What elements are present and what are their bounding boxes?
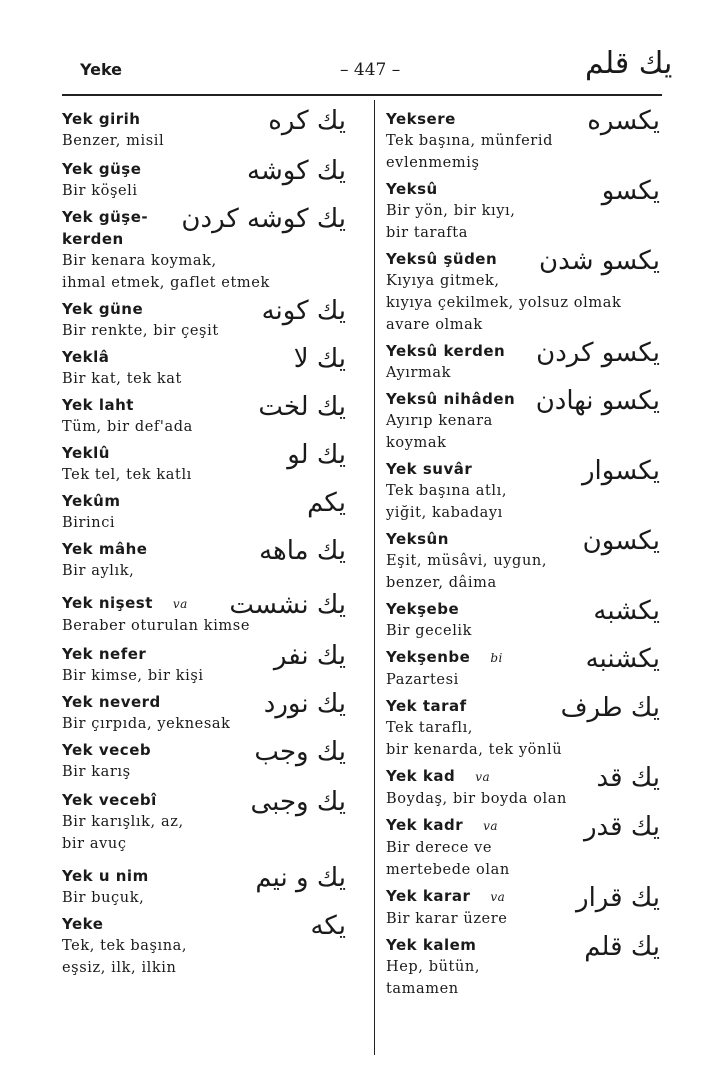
headword-text: Yeksû şüden (386, 250, 498, 268)
entry-definition: Ayırıp kenara (386, 413, 493, 429)
entry-definition: Bir kimse, bir kişi (62, 668, 204, 684)
headword-text: Yeke (62, 915, 104, 933)
entry-definition: bir avuç (62, 836, 127, 852)
headword-text: Yek u nim (62, 867, 149, 885)
entry-definition: Bir köşeli (62, 183, 138, 199)
entry-definition: kıyıya çekilmek, yolsuz olmak (386, 295, 622, 311)
arabic-script: يك لو (287, 440, 346, 470)
headword-text: Yek güne (62, 300, 144, 318)
grammar-mark: va (172, 597, 188, 611)
entry-definition: Pazartesi (386, 672, 459, 688)
entry-definition: Tek taraflı, (386, 720, 474, 736)
dictionary-entry (386, 178, 666, 244)
right-column (386, 108, 666, 1000)
entry-definition: koymak (386, 435, 447, 451)
entry-definition: Birinci (62, 515, 116, 531)
entry-definition: Tek, tek başına, (62, 938, 188, 954)
dictionary-entry (62, 913, 352, 979)
headword-text: Yek kadr (386, 816, 464, 834)
entry-definition: yiğit, kabadayı (386, 505, 503, 521)
arabic-script: يك قد (596, 763, 660, 793)
arabic-script: يك نشست (229, 590, 346, 620)
entry-definition: benzer, dâima (386, 575, 497, 591)
arabic-script: يك كوشه كردن (181, 204, 346, 234)
dictionary-entry (386, 528, 666, 594)
headword-text: Yek mâhe (62, 540, 148, 558)
grammar-mark: va (490, 890, 506, 904)
arabic-script: يك قرار (576, 883, 660, 913)
headword-text: Yek girih (62, 110, 141, 128)
grammar-mark: va (483, 819, 499, 833)
entry-definition: evlenmemiş (386, 155, 480, 171)
headword-text: Yek kad (386, 767, 456, 785)
dictionary-entry (386, 695, 666, 761)
headword-text: Yekûm (62, 492, 121, 510)
headword-text: Yeksû kerden (386, 342, 506, 360)
arabic-script: يك قلم (584, 932, 660, 962)
headword-text: Yek güşe- (62, 208, 149, 226)
headword-text: Yeklâ (62, 348, 110, 366)
entry-definition: Tek başına atlı, (386, 483, 508, 499)
headword-text: Yeksû nihâden (386, 390, 516, 408)
dictionary-entry (62, 158, 352, 202)
entry-definition: Bir renkte, bir çeşit (62, 323, 219, 339)
entry-definition: bir tarafta (386, 225, 468, 241)
dictionary-entry (62, 394, 352, 438)
entry-definition: tamamen (386, 981, 459, 997)
dictionary-entry (386, 765, 666, 810)
entry-definition: mertebede olan (386, 862, 510, 878)
entry-definition: Bir çırpıda, yeknesak (62, 716, 231, 732)
dictionary-entry (62, 592, 352, 637)
headword-text: Yek vecebî (62, 791, 157, 809)
headword-text: Yek suvâr (386, 460, 473, 478)
arabic-script: يك و نيم (255, 863, 346, 893)
grammar-mark: va (475, 770, 491, 784)
arabic-script: يك كره (268, 106, 346, 136)
dictionary-entry (386, 646, 666, 691)
entry-definition: ihmal etmek, gaflet etmek (62, 275, 270, 291)
arabic-script: يك نفر (273, 641, 346, 671)
entry-definition: bir kenarda, tek yönlü (386, 742, 563, 758)
entry-headword-continued: kerden (62, 230, 124, 248)
arabic-script: يك وجبى (250, 787, 346, 817)
entry-definition: Bir gecelik (386, 623, 473, 639)
arabic-script: يك وجب (254, 737, 346, 767)
arabic-script: يكسون (582, 526, 660, 556)
entry-definition: Bir kat, tek kat (62, 371, 182, 387)
headword-text: Yek taraf (386, 697, 467, 715)
arabic-script: يكسو نهادن (535, 386, 660, 416)
entry-definition: Kıyıya gitmek, (386, 273, 500, 289)
headword-text: Yek laht (62, 396, 134, 414)
entry-definition: Bir kenara koymak, (62, 253, 217, 269)
arabic-script: يك ماهه (259, 536, 346, 566)
arabic-script: يك طرف (560, 693, 660, 723)
headword-text: Yek veceb (62, 741, 152, 759)
dictionary-entry (62, 298, 352, 342)
dictionary-entry (62, 739, 352, 783)
headword-text: Yeksûn (386, 530, 449, 548)
arabic-script: يكسره (587, 106, 660, 136)
dictionary-entry (386, 598, 666, 642)
dictionary-entry (386, 458, 666, 524)
dictionary-entry (386, 934, 666, 1000)
headword-text: Yek neverd (62, 693, 161, 711)
entry-definition: Benzer, misil (62, 133, 165, 149)
arabic-script: يك لا (293, 344, 346, 374)
arabic-script: يكسو شدن (538, 246, 660, 276)
entry-definition: Boydaş, bir boyda olan (386, 791, 567, 807)
dictionary-entry (62, 643, 352, 687)
entry-definition: Bir yön, bir kıyı, (386, 203, 516, 219)
arabic-script: يك نورد (263, 689, 346, 719)
entry-definition: Eşit, müsâvi, uygun, (386, 553, 548, 569)
entry-definition: Bir aylık, (62, 563, 135, 579)
entry-definition: Tek başına, münferid (386, 133, 553, 149)
arabic-script: يكم (307, 488, 346, 518)
headword-text: Yek karar (386, 887, 471, 905)
entry-definition: Bir karışlık, az, (62, 814, 184, 830)
dictionary-entry (62, 108, 352, 152)
entry-definition: eşsiz, ilk, ilkin (62, 960, 177, 976)
headword-text: Yekşebe (386, 600, 460, 618)
arabic-script: يكه (310, 911, 346, 941)
entry-definition: Ayırmak (386, 365, 452, 381)
left-column (62, 108, 352, 979)
headword-text: Yek nefer (62, 645, 147, 663)
column-divider (374, 100, 375, 1055)
dictionary-entry (386, 885, 666, 930)
arabic-script: يك لخت (258, 392, 346, 422)
entry-definition: Beraber oturulan kimse (62, 618, 251, 634)
dictionary-entry (62, 865, 352, 909)
dictionary-entry (62, 538, 352, 582)
header-rule (62, 94, 662, 96)
arabic-script: يكسوار (582, 456, 660, 486)
entry-definition: Bir karar üzere (386, 911, 508, 927)
entry-definition: Bir buçuk, (62, 890, 145, 906)
dictionary-entry (62, 346, 352, 390)
dictionary-entry (386, 340, 666, 384)
headword-text: Yek kalem (386, 936, 477, 954)
dictionary-entry (386, 248, 666, 336)
dictionary-entry (386, 108, 666, 174)
arabic-script: يك كوشه (247, 156, 346, 186)
entry-definition: avare olmak (386, 317, 483, 333)
arabic-script: يكشنبه (585, 644, 660, 674)
headword-text: Yek nişest (62, 594, 153, 612)
page-number: – 447 – (340, 60, 401, 80)
dictionary-entry (386, 814, 666, 881)
arabic-script: يك كونه (261, 296, 346, 326)
entry-definition: Hep, bütün, (386, 959, 481, 975)
entry-headword (62, 913, 352, 935)
entry-definition: Tek tel, tek katlı (62, 467, 192, 483)
entry-definition: Tüm, bir def'ada (62, 419, 193, 435)
headword-text: Yek güşe (62, 160, 142, 178)
entry-definition: Bir karış (62, 764, 131, 780)
headword-text: Yeklû (62, 444, 110, 462)
arabic-script: يكسو كردن (536, 338, 660, 368)
dictionary-entry (386, 388, 666, 454)
dictionary-entry (62, 442, 352, 486)
arabic-script: يكسو (601, 176, 660, 206)
arabic-script: يك قدر (583, 812, 660, 842)
grammar-mark: bi (490, 651, 503, 665)
headword-text: Yekşenbe (386, 648, 471, 666)
dictionary-entry (62, 206, 352, 294)
entry-definition: Bir derece ve (386, 840, 493, 856)
dictionary-entry (62, 490, 352, 534)
headword-text: Yeksû (386, 180, 438, 198)
dictionary-entry (62, 789, 352, 855)
dictionary-entry (62, 691, 352, 735)
running-head-arabic: يك قلم (585, 46, 673, 81)
running-head-word: Yeke (80, 60, 123, 79)
arabic-script: يكشبه (593, 596, 660, 626)
headword-text: Yeksere (386, 110, 456, 128)
